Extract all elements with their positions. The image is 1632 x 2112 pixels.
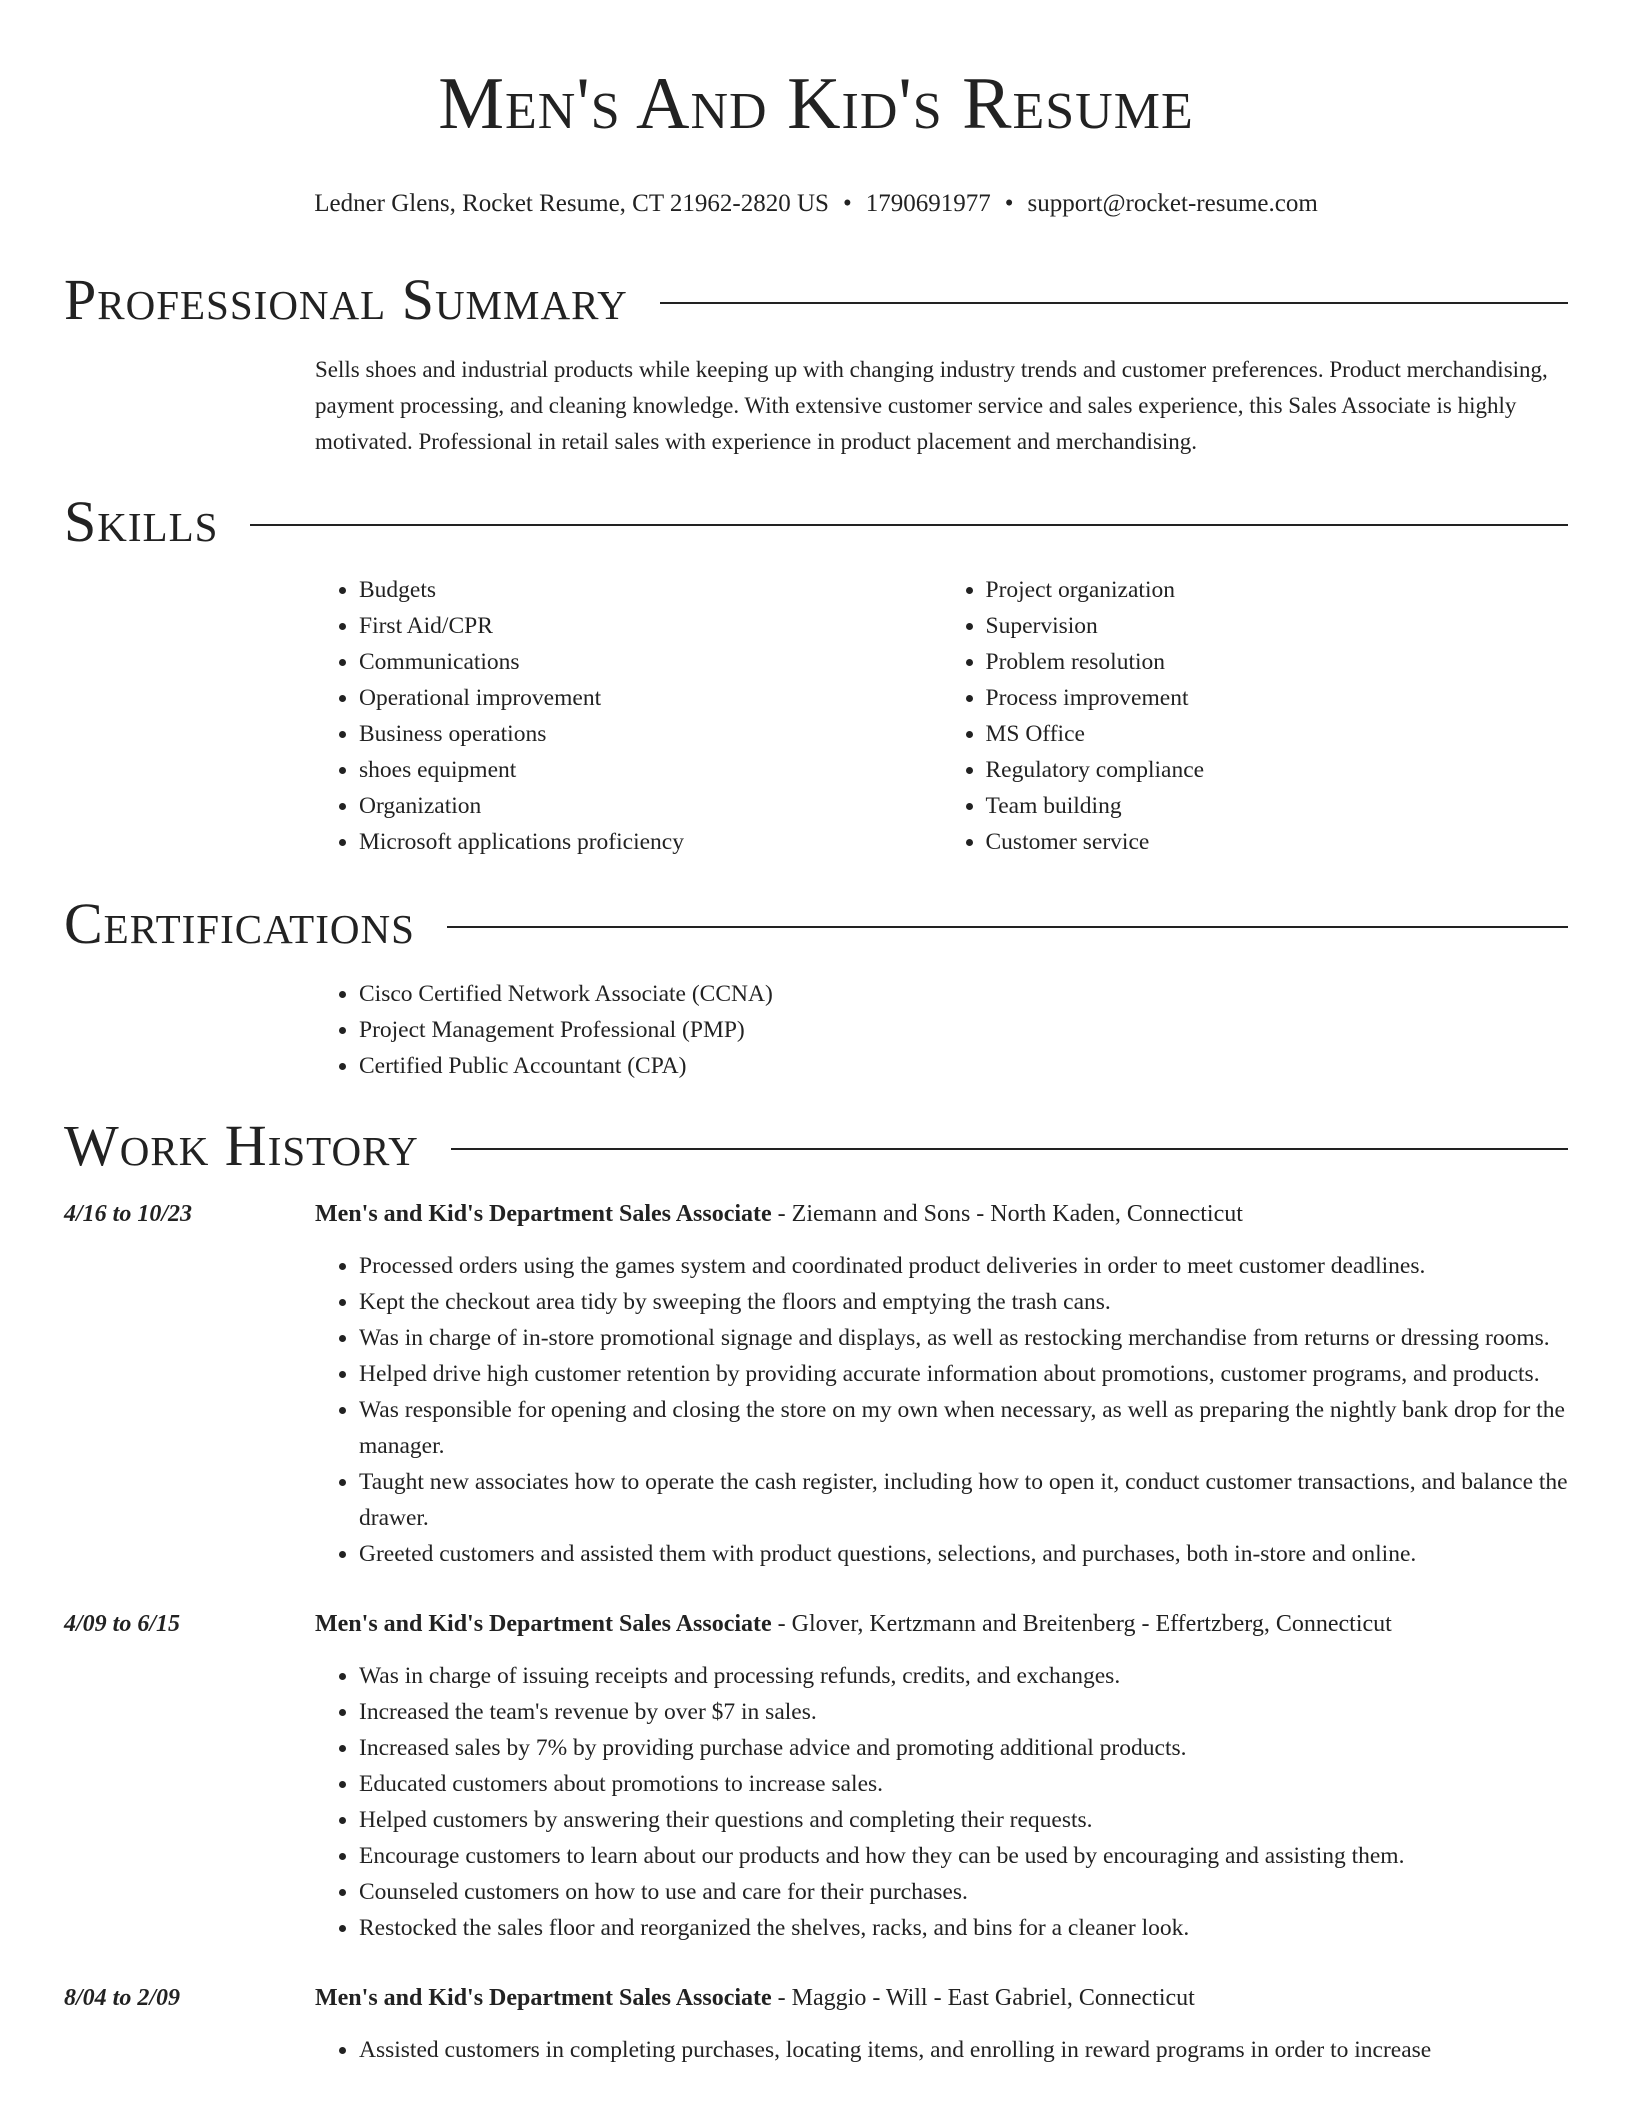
job-heading — [315, 1608, 1568, 1640]
job-entry — [64, 1198, 1568, 1572]
list-item: • Educated customers about promotions to increase sales. — [359, 1766, 1568, 1802]
job-dates: 4/09 to 6/15 — [64, 1611, 181, 1637]
list-item: • Problem resolution — [986, 644, 1569, 680]
job-dates: 8/04 to 2/09 — [64, 1985, 181, 2011]
list-item: • Processed orders using the games system and coordinated product deliveries in order to meet customer deadlines. — [359, 1248, 1568, 1284]
job-duties — [315, 1658, 1568, 1946]
summary-text: Sells shoes and industrial products while keeping up with changing industry trends and customer preferences. Product merchandising, payment processing, and cleaning knowledge. With extensive customer service and sales experience, this Sales Associate is highly motivated. Professional in retail sales with experience in product placement and merchandising. — [315, 357, 1548, 454]
job-heading — [315, 1198, 1568, 1230]
list-item: • Increased sales by 7% by providing purchase advice and promoting additional products. — [359, 1730, 1568, 1766]
separator: • — [842, 190, 852, 217]
list-item: • Taught new associates how to operate the cash register, including how to open it, conduct customer transactions, and balance the drawer. — [359, 1464, 1568, 1536]
section-divider — [447, 926, 1568, 928]
job-company: - Ziemann and Sons - North Kaden, Connecticut — [771, 1201, 1243, 1227]
list-item: • Business operations — [359, 716, 942, 752]
list-item: • Restocked the sales floor and reorganized the shelves, racks, and bins for a cleaner look. — [359, 1910, 1568, 1946]
address: Ledner Glens, Rocket Resume, CT 21962-2820 US — [314, 190, 829, 217]
resume-page — [64, 0, 1568, 2068]
list-item: • Regulatory compliance — [986, 752, 1569, 788]
list-item: • Increased the team's revenue by over $7 in sales. — [359, 1694, 1568, 1730]
phone: 1790691977 — [865, 190, 991, 217]
list-item: • Was in charge of issuing receipts and processing refunds, credits, and exchanges. — [359, 1658, 1568, 1694]
list-item: • Assisted customers in completing purchases, locating items, and enrolling in reward programs in order to increase — [359, 2032, 1568, 2068]
section-header-skills — [64, 490, 1568, 554]
contact-line — [64, 188, 1568, 220]
list-item: • Operational improvement — [359, 680, 942, 716]
section-header-work-history — [64, 1114, 1568, 1178]
job-dates: 4/16 to 10/23 — [64, 1201, 193, 1227]
resume-title: Men's And Kid's Resume — [438, 63, 1194, 145]
separator: • — [1004, 190, 1014, 217]
list-item: • Process improvement — [986, 680, 1569, 716]
list-item: • Team building — [986, 788, 1569, 824]
list-item: • Budgets — [359, 572, 942, 608]
job-heading — [315, 1982, 1568, 2014]
list-item: • Project Management Professional (PMP) — [359, 1012, 1568, 1048]
list-item: • Helped customers by answering their questions and completing their requests. — [359, 1802, 1568, 1838]
list-item: • Counseled customers on how to use and care for their purchases. — [359, 1874, 1568, 1910]
email: support@rocket-resume.com — [1027, 190, 1318, 217]
job-duties — [315, 2032, 1568, 2068]
section-divider — [250, 524, 1568, 526]
skills-columns — [315, 572, 1568, 860]
job-entry — [64, 1982, 1568, 2068]
section-header-certifications — [64, 892, 1568, 956]
list-item: • Was in charge of in-store promotional signage and displays, as well as restocking merchandise from returns or dressing rooms. — [359, 1320, 1568, 1356]
section-title-certifications: Certifications — [64, 891, 415, 956]
section-divider — [451, 1148, 1568, 1150]
section-title-summary: Professional Summary — [64, 267, 628, 332]
list-item: • Cisco Certified Network Associate (CCNA) — [359, 976, 1568, 1012]
list-item: • Project organization — [986, 572, 1569, 608]
list-item: • Communications — [359, 644, 942, 680]
list-item: • Kept the checkout area tidy by sweeping the floors and emptying the trash cans. — [359, 1284, 1568, 1320]
job-company: - Glover, Kertzmann and Breitenberg - Effertzberg, Connecticut — [771, 1611, 1392, 1637]
list-item: • Encourage customers to learn about our products and how they can be used by encouraging and assisting them. — [359, 1838, 1568, 1874]
job-duties — [315, 1248, 1568, 1572]
list-item: • Customer service — [986, 824, 1569, 860]
list-item: • shoes equipment — [359, 752, 942, 788]
skills-list-left — [315, 572, 942, 860]
list-item: • Helped drive high customer retention by providing accurate information about promotions, customer programs, and products. — [359, 1356, 1568, 1392]
section-title-skills: Skills — [64, 489, 219, 554]
job-title: Men's and Kid's Department Sales Associate — [315, 1201, 772, 1227]
skills-list-right — [942, 572, 1569, 860]
job-company: - Maggio - Will - East Gabriel, Connecticut — [771, 1985, 1195, 2011]
list-item: • MS Office — [986, 716, 1569, 752]
job-entry — [64, 1608, 1568, 1946]
section-header-summary — [64, 268, 1568, 332]
section-divider — [660, 302, 1568, 304]
job-title: Men's and Kid's Department Sales Associate — [315, 1985, 772, 2011]
list-item: • Greeted customers and assisted them with product questions, selections, and purchases, both in-store and online. — [359, 1536, 1568, 1572]
list-item: • First Aid/CPR — [359, 608, 942, 644]
certifications-list — [315, 976, 1568, 1084]
list-item: • Certified Public Accountant (CPA) — [359, 1048, 1568, 1084]
list-item: • Microsoft applications proficiency — [359, 824, 942, 860]
job-title: Men's and Kid's Department Sales Associate — [315, 1611, 772, 1637]
list-item: • Was responsible for opening and closing the store on my own when necessary, as well as preparing the nightly bank drop for the manager. — [359, 1392, 1568, 1464]
list-item: • Organization — [359, 788, 942, 824]
list-item: • Supervision — [986, 608, 1569, 644]
section-title-work-history: Work History — [64, 1113, 419, 1178]
